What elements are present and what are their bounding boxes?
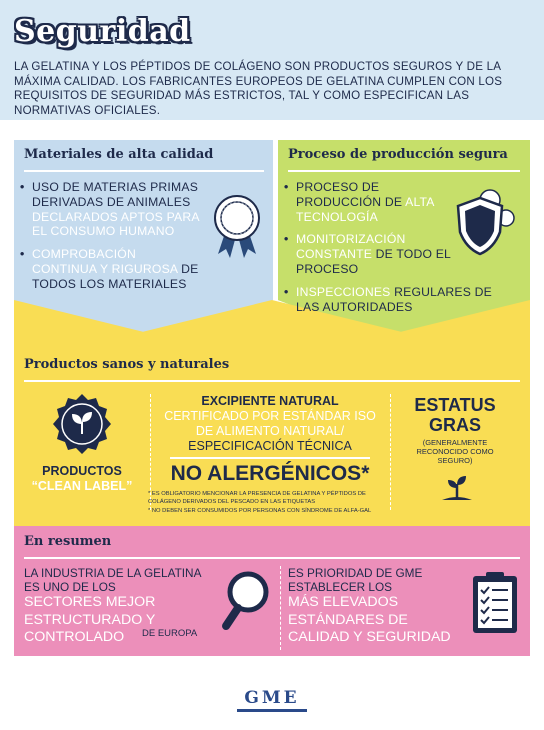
proceso-item-2: [284, 232, 454, 276]
sprout-icon: [440, 470, 474, 504]
proceso-rule: [288, 170, 520, 172]
proceso-item-3-a: INSPECCIONES: [296, 284, 391, 299]
materiales-item-1-b: DECLARADOS APTOS PARA EL CONSUMO HUMANO: [32, 209, 199, 239]
leaf-badge-icon: [50, 392, 114, 456]
gme-logo-underline: [237, 709, 307, 712]
productos-divider-right: [390, 394, 391, 510]
magnifier-icon: [218, 568, 276, 634]
materiales-list: [20, 180, 200, 300]
clean-label-line-2: “CLEAN LABEL”: [31, 479, 133, 493]
materiales-item-2: [20, 247, 200, 291]
proceso-item-3: [284, 285, 499, 315]
resumen-right-line-1: ES PRIORIDAD DE GME ESTABLECER LOS: [288, 566, 423, 594]
resumen-left-line-3: DE EUROPA: [142, 628, 198, 639]
materiales-item-2-a: COMPROBACIÓN CONTINUA Y RIGUROSA: [32, 247, 178, 276]
medal-ribbon-icon: [208, 192, 266, 260]
proceso-item-1-b: ALTA TECNOLOGÍA: [296, 194, 434, 224]
clean-label-text: [24, 464, 140, 494]
materiales-rule: [24, 170, 264, 172]
resumen-right-line-2: MÁS ELEVADOS ESTÁNDARES DE CALIDAD Y SEGURIDAD: [288, 594, 451, 645]
productos-rule: [24, 380, 520, 382]
note-pescado: * ES OBLIGATORIO MENCIONAR LA PRESENCIA DE GELATINA Y PÉPTIDOS DE COLÁGENO DERIVADOS DEL PESCADO EN LAS ETIQUETAS: [148, 491, 366, 505]
shield-gears-icon: [450, 184, 520, 260]
materiales-item-1: [20, 180, 200, 239]
resumen-divider: [280, 566, 281, 650]
materiales-title: Materiales de alta calidad: [24, 147, 214, 162]
resumen-right-text: [288, 566, 472, 647]
proceso-item-1-a: PROCESO DE PRODUCCIÓN DE: [296, 180, 403, 209]
proceso-item-2-b: DE TODO EL PROCESO: [296, 247, 451, 276]
intro-text: LA GELATINA Y LOS PÉPTIDOS DE COLÁGENO SON PRODUCTOS SEGUROS Y DE LA MÁXIMA CALIDAD. LOS FABRICANTES EUROPEOS DE GELATINA CUMPLEN CON LOS REQUISITOS DE SEGURIDAD MÁS ESTRICTOS, TAL Y COMO ESPECIFICAN LAS NORMATIVAS OFICIALES.: [14, 60, 503, 117]
excipiente-line-2: CERTIFICADO POR ESTÁNDAR ISO DE ALIMENTO NATURAL/: [164, 409, 376, 438]
materiales-item-2-b: DE TODOS LOS MATERIALES: [32, 261, 199, 291]
excipiente-text: [156, 394, 384, 454]
resumen-left-line-1: LA INDUSTRIA DE LA GELATINA ES UNO DE LOS: [24, 566, 201, 594]
excipiente-line-3: ESPECIFICACIÓN TÉCNICA: [188, 439, 352, 453]
page-title: Seguridad: [14, 14, 191, 49]
resumen-left-line-2: SECTORES MEJOR ESTRUCTURADO Y CONTROLADO: [24, 594, 156, 645]
clipboard-checklist-icon: [470, 570, 520, 636]
proceso-item-2-a: MONITORIZACIÓN CONSTANTE: [296, 232, 406, 262]
excipiente-rule: [170, 457, 370, 459]
excipiente-line-1: EXCIPIENTE NATURAL: [201, 394, 339, 408]
resumen-left-text: [24, 566, 210, 647]
resumen-title: En resumen: [24, 534, 112, 549]
materiales-item-1-a: USO DE MATERIAS PRIMAS DERIVADAS DE ANIMALES: [32, 180, 199, 209]
no-alergenicos-text: NO ALERGÉNICOS*: [170, 462, 370, 485]
productos-title: Productos sanos y naturales: [24, 357, 230, 372]
note-alfa-gal: * NO DEBEN SER CONSUMIDOS POR PERSONAS CON SÍNDROME DE ALFA-GAL: [148, 508, 372, 514]
estatus-note: (GENERALMENTE RECONOCIDO COMO SEGURO): [416, 438, 494, 465]
proceso-item-1: [284, 180, 454, 224]
gme-logo: [232, 688, 312, 712]
proceso-title: Proceso de producción segura: [288, 147, 508, 162]
proceso-list: [284, 180, 493, 322]
gme-logo-text: GME: [244, 688, 300, 708]
estatus-gras-text: ESTATUS GRAS: [414, 395, 496, 435]
clean-label-line-1: PRODUCTOS: [42, 464, 122, 478]
resumen-rule: [24, 557, 520, 559]
proceso-item-3-b: REGULARES DE LAS AUTORIDADES: [296, 284, 493, 314]
